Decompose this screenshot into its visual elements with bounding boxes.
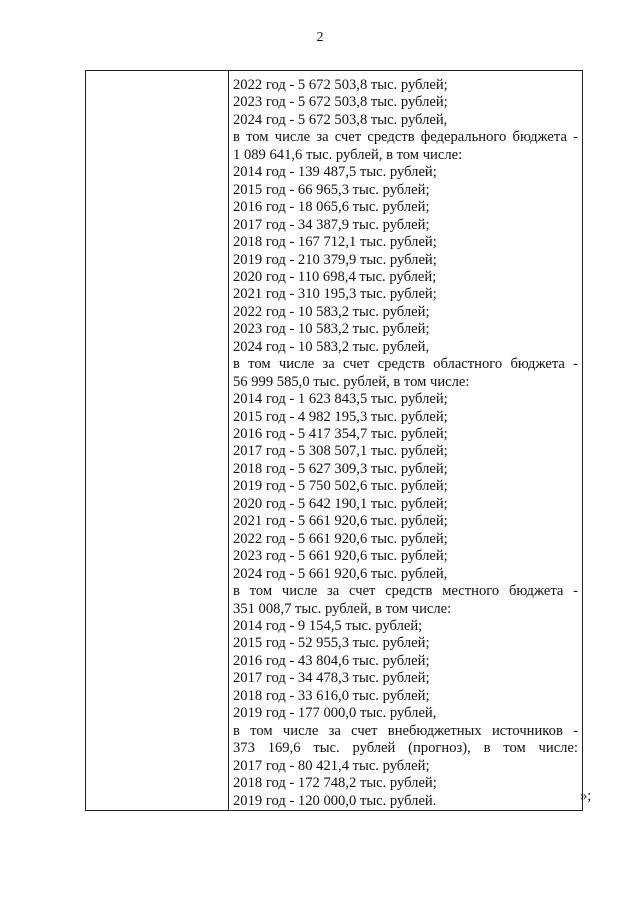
text-line: 2022 год - 10 583,2 тыс. рублей; (233, 303, 430, 320)
text-line: 2016 год - 18 065,6 тыс. рублей; (233, 199, 430, 216)
text-line: 2022 год - 5 672 503,8 тыс. рублей; (233, 77, 448, 93)
text-line: 2019 год - 177 000,0 тыс. рублей, (233, 705, 437, 722)
text-line: 373 169,6 тыс. рублей (прогноз), в том числе: (233, 740, 578, 757)
text-line: 2016 год - 5 417 354,7 тыс. рублей; (233, 426, 448, 443)
table-cell-left (86, 71, 229, 811)
text-line: 2017 год - 5 308 507,1 тыс. рублей; (233, 443, 448, 460)
text-line: 2017 год - 34 387,9 тыс. рублей; (233, 216, 430, 233)
text-line: 2021 год - 5 661 920,6 тыс. рублей; (233, 513, 448, 530)
text-line: 2023 год - 5 661 920,6 тыс. рублей; (233, 548, 448, 565)
text-line: 2021 год - 310 195,3 тыс. рублей; (233, 286, 437, 303)
text-line: 2020 год - 110 698,4 тыс. рублей; (233, 268, 437, 285)
text-line: 2024 год - 10 583,2 тыс. рублей, (233, 338, 430, 355)
text-line: 2020 год - 5 642 190,1 тыс. рублей; (233, 495, 448, 512)
text-line: 2019 год - 120 000,0 тыс. рублей. (233, 792, 437, 809)
text-line: 2019 год - 5 750 502,6 тыс. рублей; (233, 478, 448, 495)
text-line: 56 999 585,0 тыс. рублей, в том числе: (233, 373, 470, 390)
text-line: 2023 год - 10 583,2 тыс. рублей; (233, 321, 430, 338)
text-line: 2018 год - 167 712,1 тыс. рублей; (233, 234, 437, 251)
page-number: 2 (316, 30, 324, 45)
text-line: 2018 год - 5 627 309,3 тыс. рублей; (233, 460, 448, 477)
text-line: 2018 год - 33 616,0 тыс. рублей; (233, 687, 430, 704)
funding-table (85, 70, 583, 811)
text-line: 351 008,7 тыс. рублей, в том числе: (233, 600, 452, 617)
text-line: 2019 год - 210 379,9 тыс. рублей; (233, 251, 437, 268)
table-row (86, 71, 583, 811)
text-line: 2015 год - 4 982 195,3 тыс. рублей; (233, 408, 448, 425)
text-line: 1 089 641,6 тыс. рублей, в том числе: (233, 146, 463, 163)
text-line: 2024 год - 5 672 503,8 тыс. рублей, (233, 111, 448, 128)
text-line: 2014 год - 139 487,5 тыс. рублей; (233, 164, 437, 181)
text-line: 2015 год - 52 955,3 тыс. рублей; (233, 635, 430, 652)
funding-lines (233, 71, 578, 810)
text-line: 2014 год - 1 623 843,5 тыс. рублей; (233, 391, 448, 408)
text-line: 2014 год - 9 154,5 тыс. рублей; (233, 618, 423, 634)
text-line: в том числе за счет средств федерального бюджета - (233, 129, 578, 146)
table-cell-right (229, 71, 583, 811)
text-line: в том числе за счет средств местного бюджета - (233, 583, 578, 600)
text-line: 2024 год - 5 661 920,6 тыс. рублей, (233, 565, 448, 582)
text-line: в том числе за счет внебюджетных источников - (233, 722, 578, 739)
text-line: 2017 год - 34 478,3 тыс. рублей; (233, 670, 430, 687)
text-line: 2018 год - 172 748,2 тыс. рублей; (233, 775, 437, 792)
text-line: 2023 год - 5 672 503,8 тыс. рублей; (233, 94, 448, 111)
text-line: 2015 год - 66 965,3 тыс. рублей; (233, 181, 430, 198)
text-line: в том числе за счет средств областного бюджета - (233, 356, 578, 373)
text-line: 2017 год - 80 421,4 тыс. рублей; (233, 757, 430, 774)
text-line: 2022 год - 5 661 920,6 тыс. рублей; (233, 530, 448, 547)
text-line: 2016 год - 43 804,6 тыс. рублей; (233, 652, 430, 669)
closing-quote-mark: »; (580, 788, 592, 804)
